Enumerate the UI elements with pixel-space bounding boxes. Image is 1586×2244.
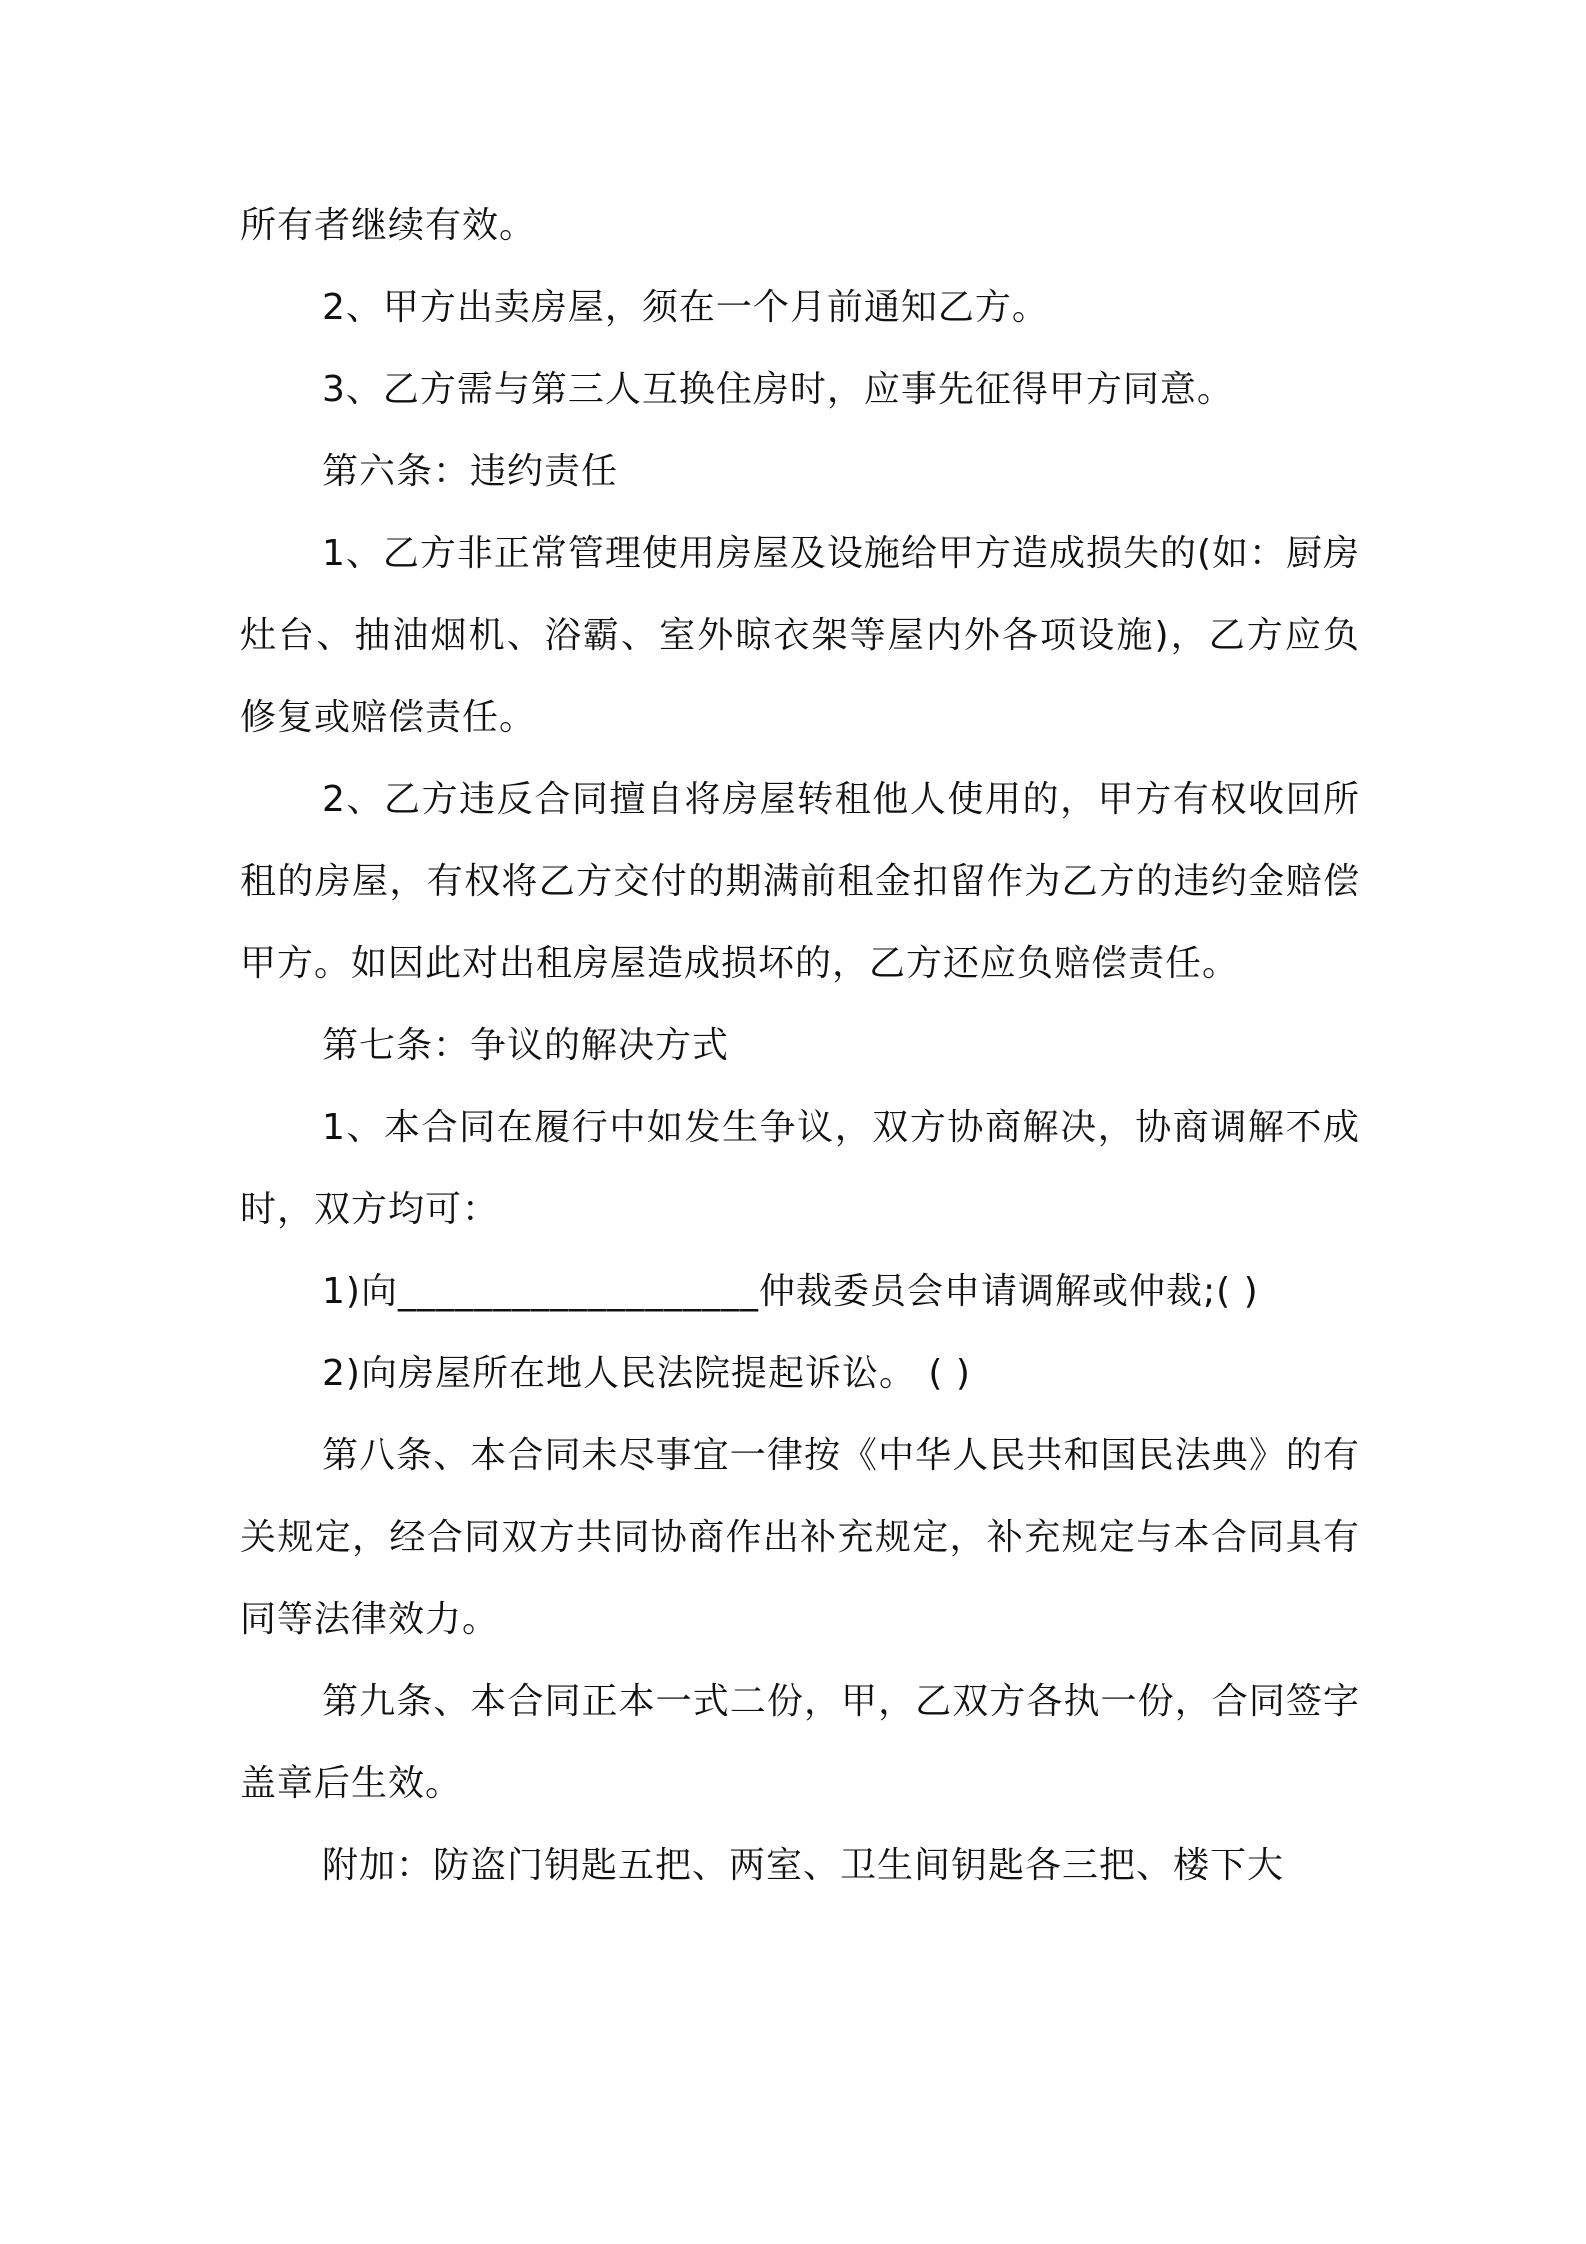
clause-sublease-breach: 2、乙方违反合同擅自将房屋转租他人使用的，甲方有权收回所租的房屋，有权将乙方交付的期满前租金扣留作为乙方的违约金赔偿甲方。如因此对出租房屋造成损坏的，乙方还应负赔偿责任。	[240, 779, 1360, 984]
clause-damage-liability: 1、乙方非正常管理使用房屋及设施给甲方造成损失的(如：厨房灶台、抽油烟机、浴霸、室外晾衣架等屋内外各项设施)，乙方应负修复或赔偿责任。	[240, 533, 1360, 738]
contract-body	[240, 185, 1360, 1907]
clause-sale-notice: 2、甲方出卖房屋，须在一个月前通知乙方。	[322, 287, 1049, 328]
option-litigation: 2)向房屋所在地人民法院提起诉讼。 ( )	[322, 1353, 971, 1394]
clause-dispute-negotiation: 1、本合同在履行中如发生争议，双方协商解决，协商调解不成时，双方均可：	[240, 1107, 1360, 1230]
appendix-keys: 附加：防盗门钥匙五把、两室、卫生间钥匙各三把、楼下大	[322, 1845, 1285, 1886]
article-8: 第八条、本合同未尽事宜一律按《中华人民共和国民法典》的有关规定，经合同双方共同协商作出补充规定，补充规定与本合同具有同等法律效力。	[240, 1435, 1360, 1640]
option-arbitration: 1)向___________________仲裁委员会申请调解或仲裁;( )	[322, 1271, 1259, 1312]
clause-housing-exchange: 3、乙方需与第三人互换住房时，应事先征得甲方同意。	[322, 369, 1234, 410]
article-9: 第九条、本合同正本一式二份，甲，乙双方各执一份，合同签字盖章后生效。	[240, 1681, 1360, 1804]
article-7-heading: 第七条：争议的解决方式	[322, 1025, 730, 1066]
paragraph-continuation: 所有者继续有效。	[240, 205, 537, 246]
article-6-heading: 第六条：违约责任	[322, 451, 619, 492]
